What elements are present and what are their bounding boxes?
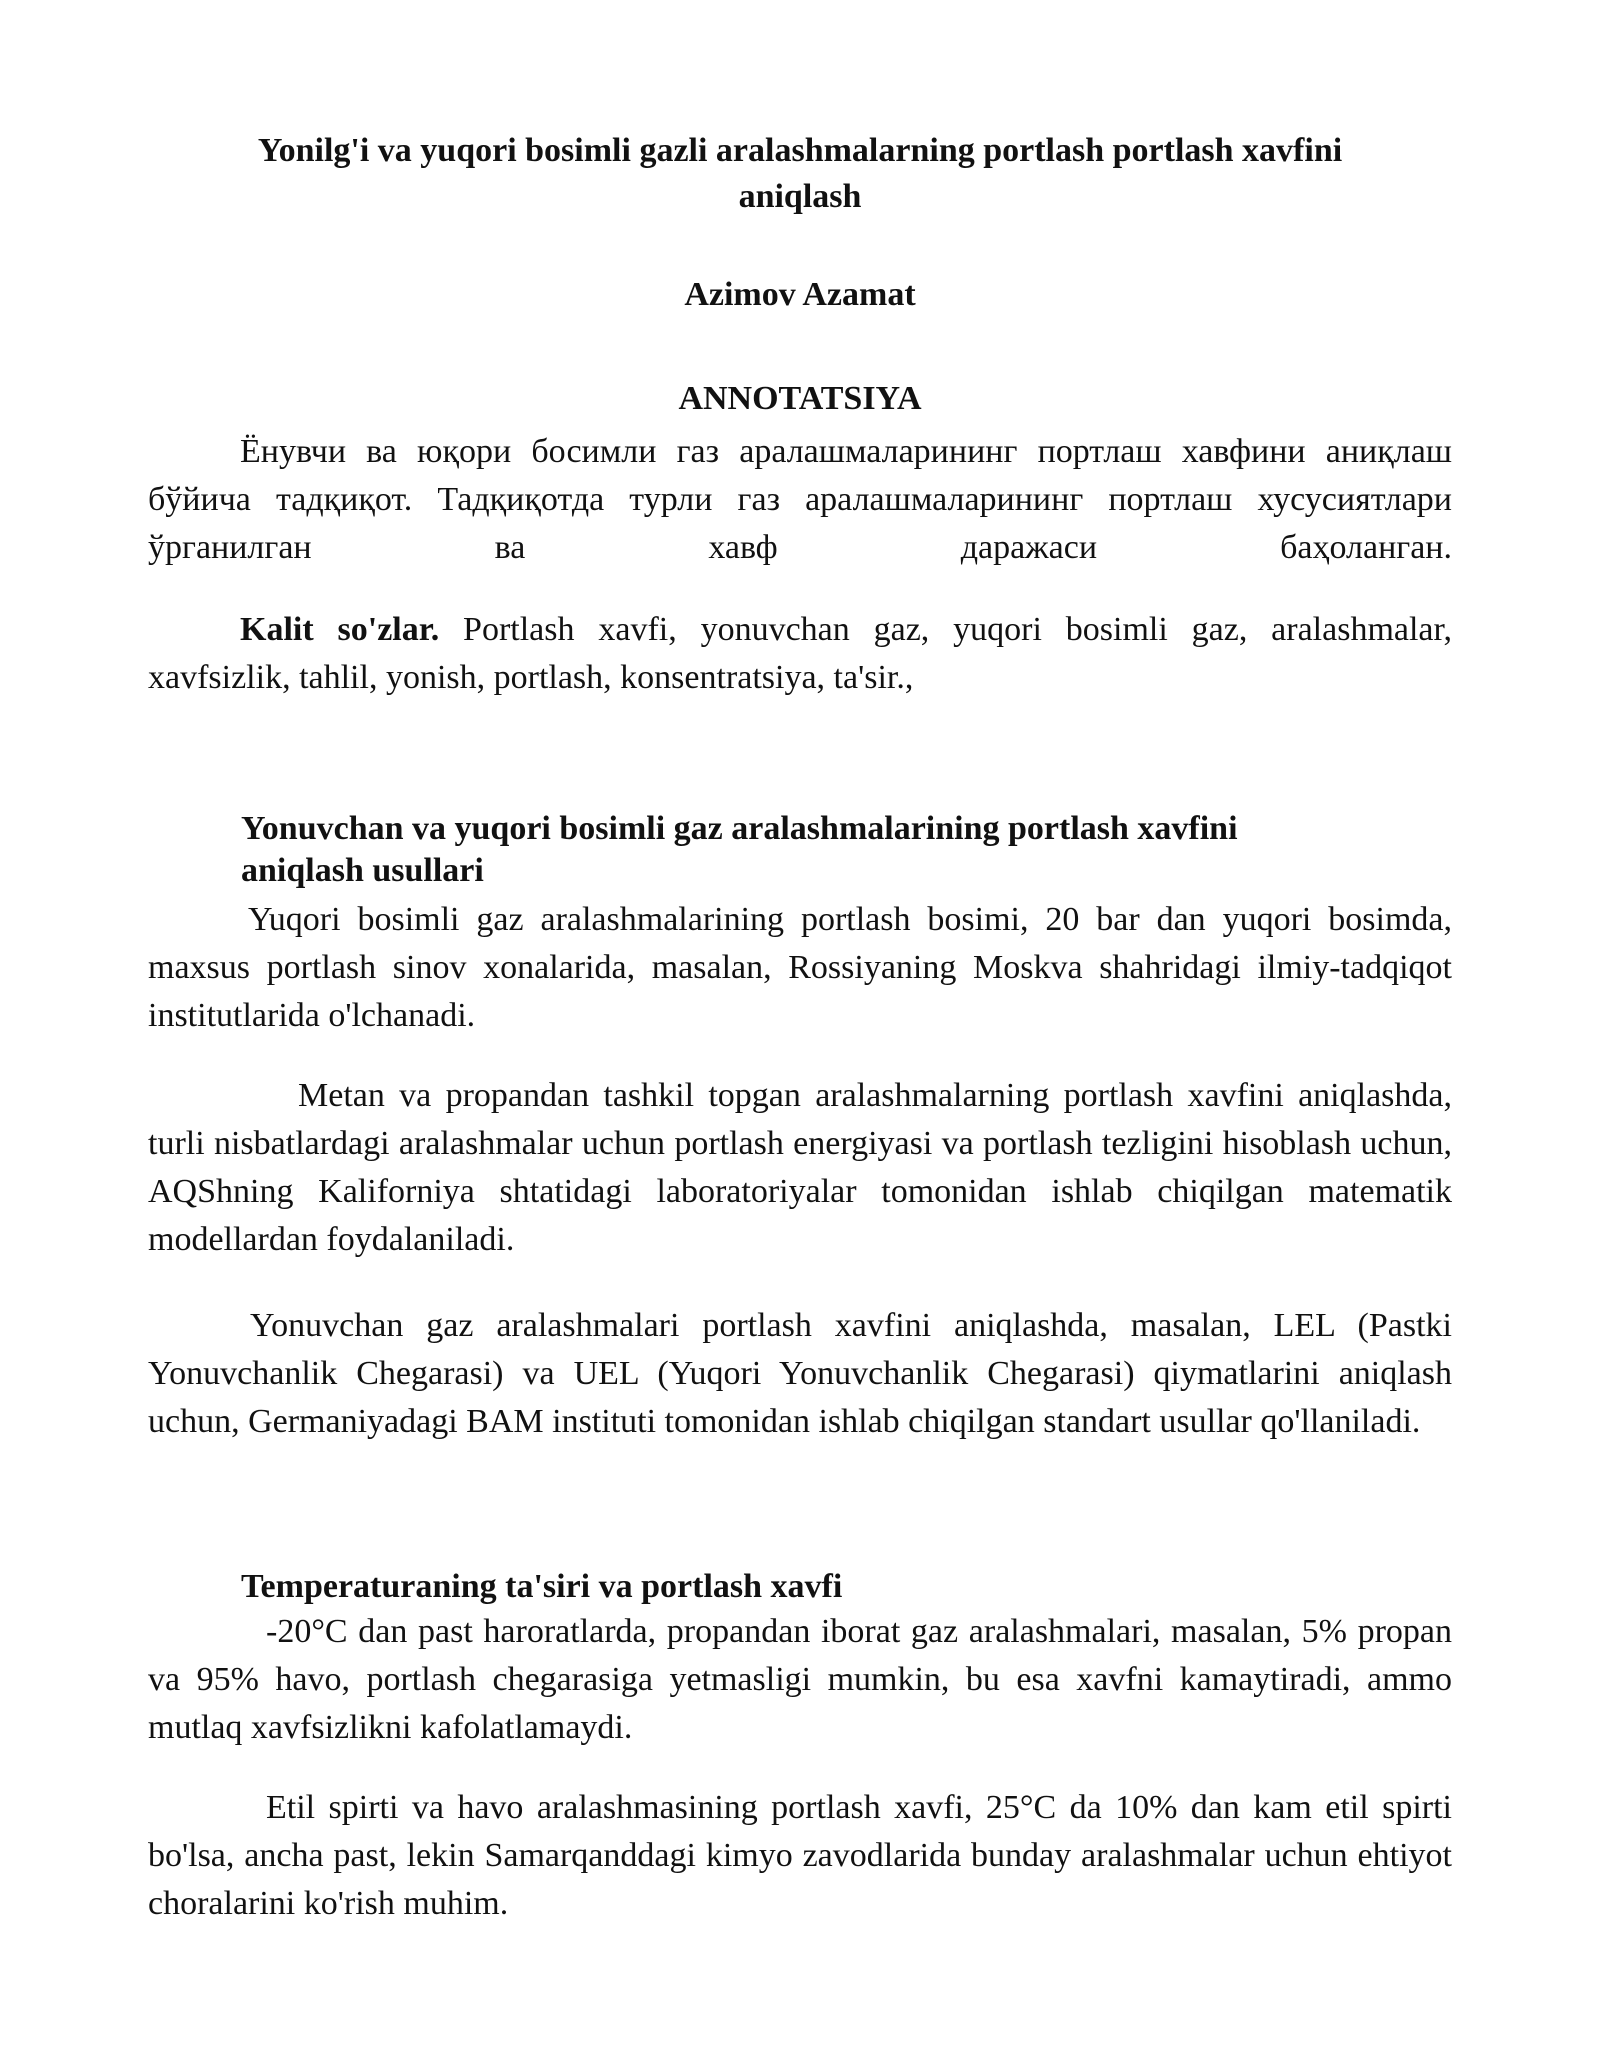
- section-heading-temperature: Temperaturaning ta'siri va portlash xavfi: [241, 1568, 843, 1605]
- methods-paragraph-2: Metan va propandan tashkil topgan aralashmalarning portlash xavfini aniqlashda, turli nisbatlardagi aralashmalar uchun portlash energiyasi va portlash tezligini hisoblash uchun, AQShning Kaliforniya shtatidagi laboratoriyalar tomonidan ishlab chiqilgan matematik modellardan foydalaniladi.: [148, 1077, 1452, 1258]
- author-name: Azimov Azamat: [684, 276, 916, 313]
- annotation-paragraph: Ёнувчи ва юқори босимли газ аралашмаларининг портлаш хавфини аниқлаш бўйича тадқиқот. Тадқиқотда турли газ аралашмаларининг портлаш хусусиятлари ўрганилган ва хавф даражаси баҳоланган.: [148, 433, 1452, 566]
- keywords-paragraph: [148, 606, 1452, 702]
- keywords-label: Kalit so'zlar.: [240, 611, 440, 648]
- methods-paragraph-1: Yuqori bosimli gaz aralashmalarining portlash bosimi, 20 bar dan yuqori bosimda, maxsus portlash sinov xonalarida, masalan, Rossiyaning Moskva shahridagi ilmiy-tadqiqot institutlarida o'lchanadi.: [148, 901, 1452, 1034]
- keywords-text: Portlash xavfi, yonuvchan gaz, yuqori bosimli gaz, aralashmalar, xavfsizlik, tahlil, yonish, portlash, konsentratsiya, ta'sir.,: [148, 611, 1452, 696]
- document-title: Yonilg'i va yuqori bosimli gazli aralashmalarning portlash portlash xavfini aniqlash: [257, 132, 1343, 215]
- section-heading-methods: Yonuvchan va yuqori bosimli gaz aralashmalarining portlash xavfini aniqlash usullari: [241, 810, 1238, 889]
- methods-paragraph-3: Yonuvchan gaz aralashmalari portlash xavfini aniqlashda, masalan, LEL (Pastki Yonuvchanlik Chegarasi) va UEL (Yuqori Yonuvchanlik Chegarasi) qiymatlarini aniqlash uchun, Germaniyadagi BAM instituti tomonidan ishlab chiqilgan standart usullar qo'llaniladi.: [148, 1307, 1452, 1440]
- temperature-paragraph-2: Etil spirti va havo aralashmasining portlash xavfi, 25°C da 10% dan kam etil spirti bo'lsa, ancha past, lekin Samarqanddagi kimyo zavodlarida bunday aralashmalar uchun ehtiyot choralarini ko'rish muhim.: [148, 1789, 1452, 1922]
- temperature-paragraph-1: -20°C dan past haroratlarda, propandan iborat gaz aralashmalari, masalan, 5% propan va 95% havo, portlash chegarasiga yetmasligi mumkin, bu esa xavfni kamaytiradi, ammo mutlaq xavfsizlikni kafolatlamaydi.: [148, 1613, 1452, 1746]
- annotation-heading: ANNOTATSIYA: [678, 380, 922, 417]
